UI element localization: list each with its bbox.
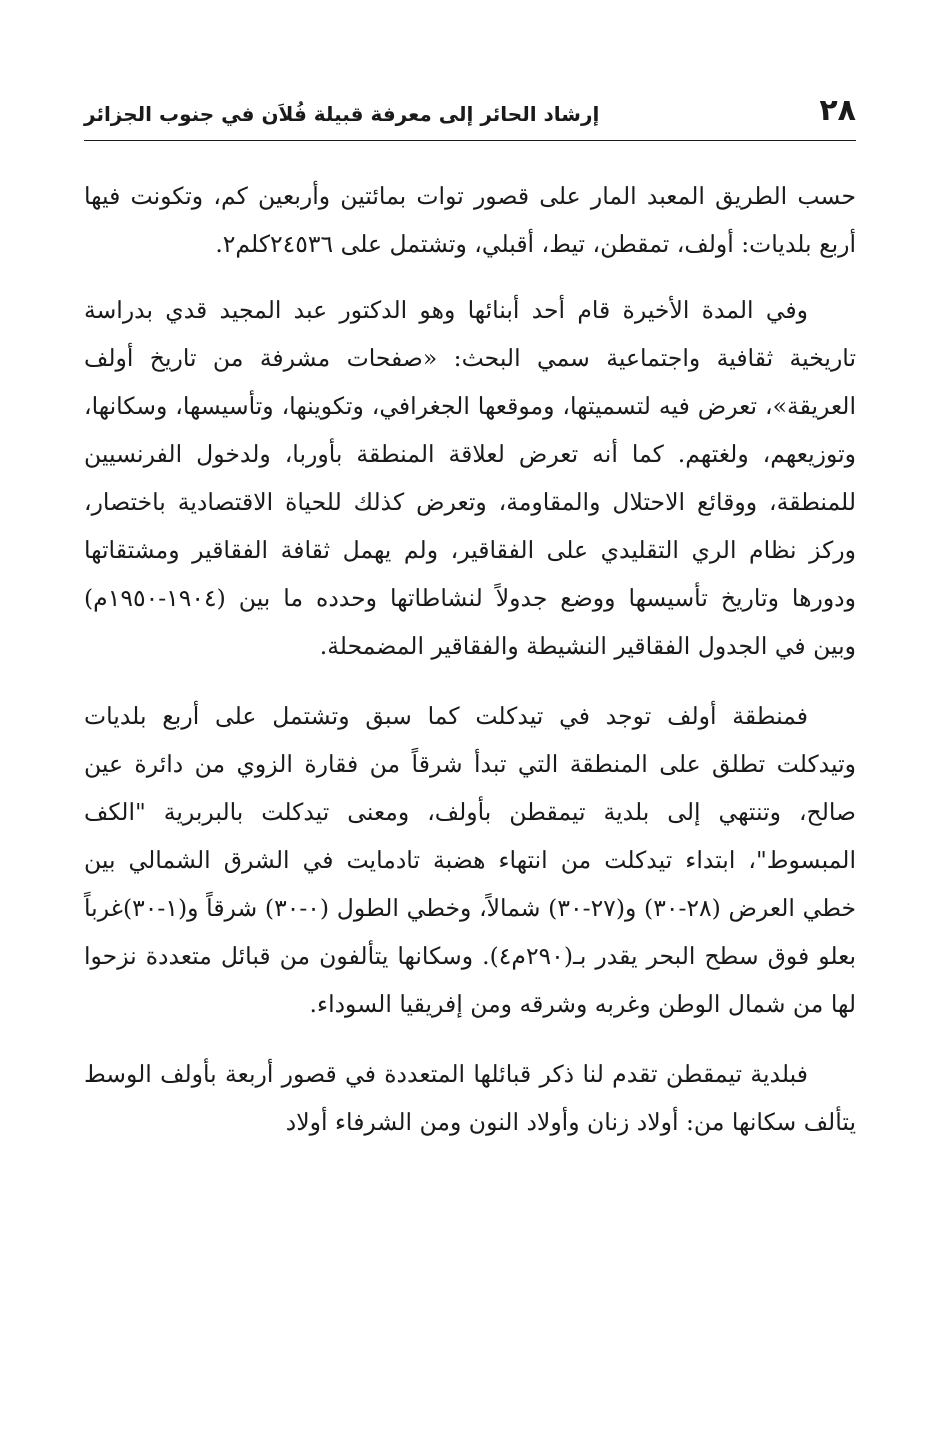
page-header	[84, 92, 856, 136]
paragraph: حسب الطريق المعبد المار على قصور توات بمائتين وأربعين كم، وتكونت فيها أربع بلديات: أولف، تمقطن، تيط، أقبلي، وتشتمل على ٢٤٥٣٦كلم٢.	[84, 182, 856, 258]
running-title: إرشاد الحائر إلى معرفة قبيلة فُلاَن في جنوب الجزائر	[84, 102, 600, 126]
paragraph: وفي المدة الأخيرة قام أحد أبنائها وهو الدكتور عبد المجيد قدي بدراسة تاريخية ثقافية واجتماعية سمي البحث: «صفحات مشرفة من تاريخ أولف العريقة»، تعرض فيه لتسميتها، وموقعها الجغرافي، وتكوينها، وتأسيسها، وسكانها، وتوزيعهم، ولغتهم. كما أنه تعرض لعلاقة المنطقة بأوربا، ولدخول الفرنسيين للمنطقة، ووقائع الاحتلال والمقاومة، وتعرض كذلك للحياة الاقتصادية باختصار، وركز نظام الري التقليدي على الفقاقير، ولم يهمل ثقافة الفقاقير ومشتقاتها ودورها وتاريخ تأسيسها ووضع جدولاً لنشاطاتها وحدده ما بين (١٩٠٤-١٩٥٠م) وبين في الجدول الفقاقير النشيطة والفقاقير المضمحلة.	[84, 296, 856, 660]
paragraph: فبلدية تيمقطن تقدم لنا ذكر قبائلها المتعددة في قصور أربعة بأولف الوسط يتألف سكانها من: أولاد زنان وأولاد النون ومن الشرفاء أولاد	[84, 1060, 856, 1136]
paragraph: فمنطقة أولف توجد في تيدكلت كما سبق وتشتمل على أربع بلديات وتيدكلت تطلق على المنطقة التي تبدأ شرقاً من فقارة الزوي من دائرة عين صالح، وتنتهي إلى بلدية تيمقطن بأولف، ومعنى تيدكلت بالبربرية "الكف المبسوط"، ابتداء تيدكلت من انتهاء هضبة تادمايت في الشرق الشمالي بين خطي العرض (٢٨-٣٠) و(٢٧-٣٠) شمالاً، وخطي الطول (٠-٣٠) شرقاً و(١-٣٠)غرباً بعلو فوق سطح البحر يقدر بـ(٢٩٠م٤). وسكانها يتألفون من قبائل متعددة نزحوا لها من شمال الوطن وغربه وشرقه ومن إفريقيا السوداء.	[84, 702, 857, 1018]
header-divider	[84, 140, 856, 141]
page-body	[84, 172, 856, 1146]
page-number: ٢٨	[819, 93, 856, 128]
